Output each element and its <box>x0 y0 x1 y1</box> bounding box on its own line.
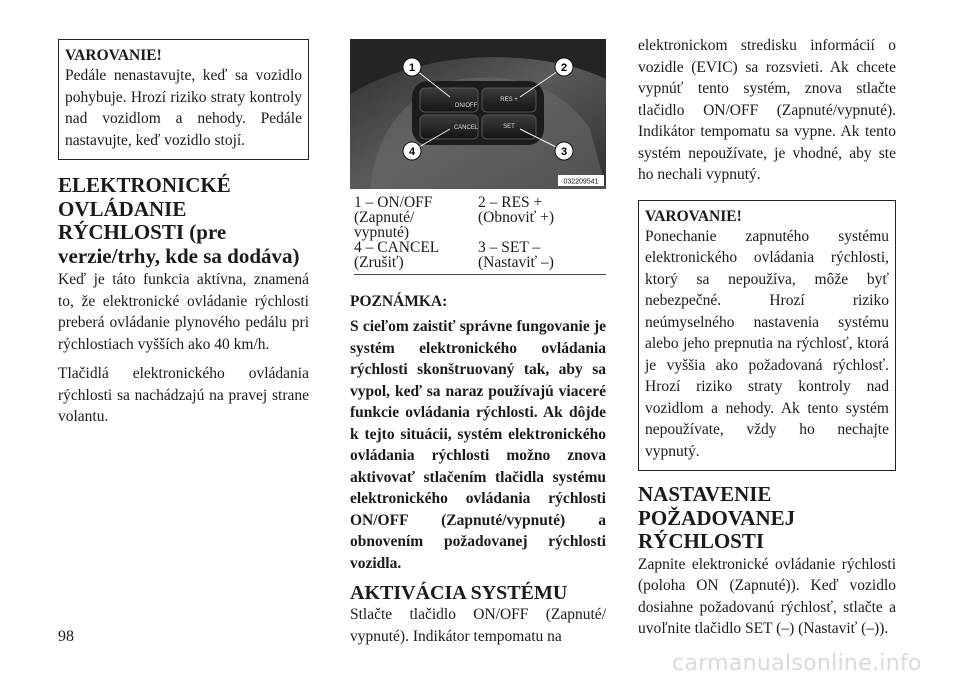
heading-line: POŽADOVANEJ <box>638 505 796 530</box>
column-right <box>638 0 896 648</box>
steering-wheel-controls-figure <box>350 39 606 189</box>
legend-item-res: 2 – RES + (Obnoviť +) <box>478 194 555 226</box>
heading-line: NASTAVENIE <box>638 482 772 506</box>
section-heading-set-speed <box>638 483 896 554</box>
note-section <box>350 292 606 655</box>
column-left <box>58 0 309 436</box>
legend-item-set: 3 – SET – (Nastaviť –) <box>478 239 554 271</box>
cancel-button-label: CANCEL <box>453 125 479 131</box>
heading-line: verzie/trhy, kde sa dodáva) <box>58 243 300 268</box>
warning-box-pedals <box>58 39 309 160</box>
set-button-label: SET <box>503 124 515 130</box>
paragraph-evic: elektronickom stredisku informácií o vozidle (EVIC) sa rozsvieti. Ak chcete vypnúť tento systém, znova stlačte tlačidlo ON/OFF (Zapnuté/vypnuté). Indikátor tempomatu sa vypne. Ak tento systém nepoužívate, je vhodné, aby ste ho nechali vypnutý. <box>638 37 896 183</box>
warning-text: Pedále nenastavujte, keď sa vozidlo pohybuje. Hrozí riziko straty kontroly nad vozidlom a nehody. Pedále nastavujte, keď vozidlo stojí. <box>65 67 302 149</box>
on-off-button-label: ON/OFF <box>454 103 478 109</box>
res-button-label: RES + <box>500 97 518 103</box>
callout-3 <box>555 142 573 160</box>
callout-2 <box>555 58 573 76</box>
watermark: carmanualsonline.info <box>672 651 922 676</box>
warning-box-cruise <box>638 200 896 472</box>
svg-text:4: 4 <box>408 146 416 158</box>
heading-line: OVLÁDANIE <box>58 196 187 221</box>
warning-title: VAROVANIE! <box>65 47 162 64</box>
callout-1 <box>403 58 421 76</box>
warning-title: VAROVANIE! <box>645 207 742 225</box>
paragraph-activation: Stlačte tlačidlo ON/OFF (Zapnuté/ vypnuté). Indikátor tempomatu na <box>350 606 606 645</box>
legend-item-cancel: 4 – CANCEL (Zrušiť) <box>354 239 440 271</box>
legend-item-on-off: 1 – ON/OFF (Zapnuté/ vypnuté) <box>354 194 433 241</box>
paragraph-set-speed: Zapnite elektronické ovládanie rýchlosti (poloha ON (Zapnuté)). Keď vozidlo dosiahne požadovanú rýchlosť, stlačte a uvoľnite tlačidlo SET (–) (Nastaviť (–)). <box>638 555 896 637</box>
section-heading-cruise-control <box>58 174 309 268</box>
paragraph-intro: Keď je táto funkcia aktívna, znamená to, že elektronické ovládanie rýchlosti preberá ovládanie plynového pedálu pri rýchlostiach vyšších ako 40 km/h. <box>58 271 309 353</box>
heading-line: RÝCHLOSTI <box>638 529 765 553</box>
page-number: 98 <box>58 628 74 645</box>
svg-text:3: 3 <box>560 146 568 158</box>
svg-text:1: 1 <box>408 62 416 74</box>
note-text: S cieľom zaistiť správne fungovanie je systém elektronického ovládania rýchlosti skonštruovaný tak, aby sa vypol, keď sa naraz používajú viaceré funkcie ovládania rýchlosti. Ak dôjde k tejto situácii, systém elektronického ovládania rýchlosti možno znova aktivovať stlačením tlačidla systému elektronického ovládania rýchlosti ON/OFF (Zapnuté/vypnuté) a obnovením požadovanej rýchlosti vozidla. <box>350 318 606 572</box>
note-title: POZNÁMKA: <box>350 293 448 310</box>
figure-code: 032209541 <box>563 178 599 186</box>
section-heading-activation: AKTIVÁCIA SYSTÉMU <box>350 582 568 604</box>
warning-text: Ponechanie zapnutého systému elektronického ovládania rýchlosti, ktorý sa nepoužíva, môže byť nebezpečné. Hrozí riziko neúmyselného nastavenia systému alebo jeho prepnutia na rýchlosť, ktorá je vyššia ako požadovaná rýchlosť. Hrozí riziko straty kontroly nad vozidlom a nehody. Ak tento systém nepoužívate, vždy ho nechajte vypnutý. <box>645 227 889 460</box>
heading-line: RÝCHLOSTI (pre <box>58 220 227 244</box>
paragraph-buttons-location: Tlačidlá elektronického ovládania rýchlosti sa nachádzajú na pravej strane volantu. <box>58 365 309 425</box>
callout-4 <box>403 142 421 160</box>
svg-text:2: 2 <box>560 62 568 74</box>
figure-legend <box>354 195 606 275</box>
heading-line: ELEKTRONICKÉ <box>58 173 231 197</box>
